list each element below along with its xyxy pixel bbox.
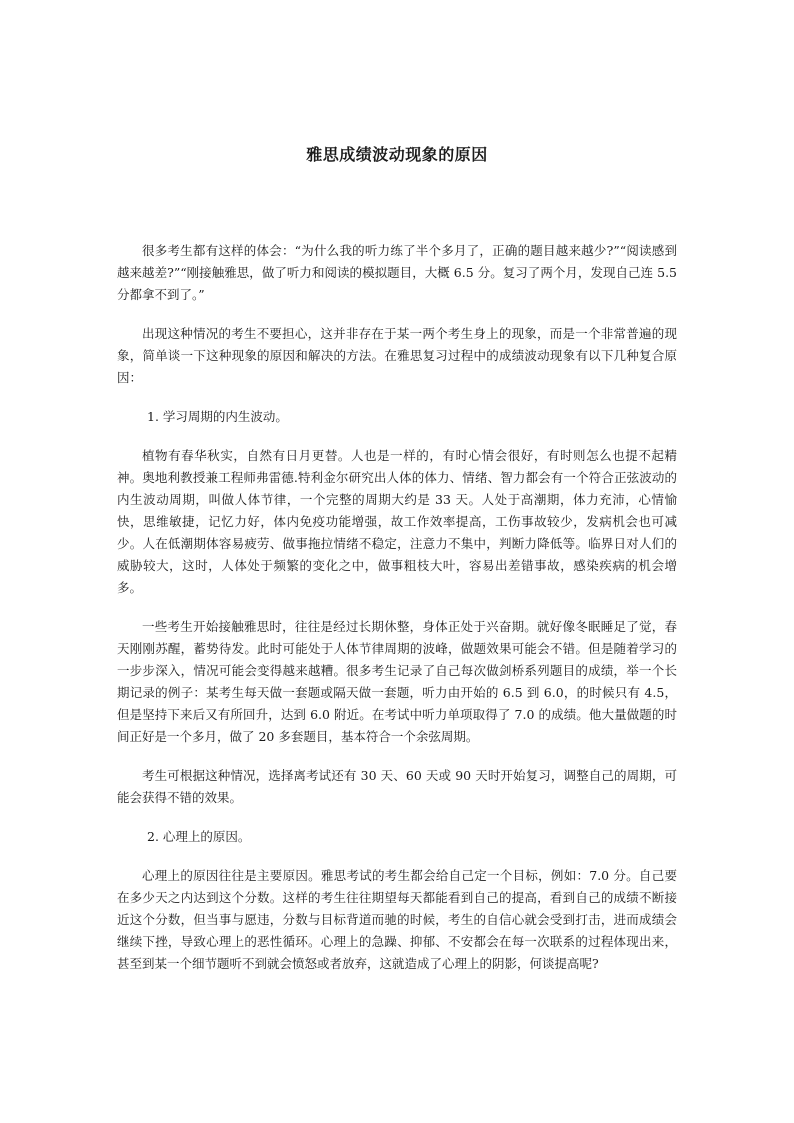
page-title: 雅思成绩波动现象的原因 — [306, 145, 488, 164]
section-heading-learning-cycle: 1. 学习周期的内生波动。 — [147, 409, 288, 424]
paragraph-biorhythm: 植物有春华秋实，自然有日月更替。人也是一样的，有时心情会很好，有时则怎么也提不起精神。奥地利教授兼工程师弗雷德.特利金尔研究出人体的体力、情绪、智力都会有一个符合正弦波动的内生波动周期，叫做人体节律，一个完整的周期大约是 33 天。人处于高潮期，体力充沛，心情愉快，思维敏捷，记忆力好，体内免疫功能增强，故工作效率提高，工伤事故较少，发病机会也可减少。人在低潮期体容易疲劳、做事拖拉情绪不稳定，注意力不集中，判断力降低等。临界日对人们的威胁较大，这时，人体处于频繁的变化之中，做事粗枝大叶，容易出差错事故，感染疾病的机会增多。 — [117, 448, 677, 595]
paragraph-intro-quotes: 很多考生都有这样的体会：“为什么我的听力练了半个多月了，正确的题目越来越少?”“阅读感到越来越差?”“刚接触雅思，做了听力和阅读的模拟题目，大概 6.5 分。复习了两个月，发现自己连 5.5 分都拿不到了。” — [117, 243, 677, 302]
paragraph-advice: 考生可根据这种情况，选择离考试还有 30 天、60 天或 90 天时开始复习，调整自己的周期，可能会获得不错的效果。 — [117, 768, 677, 805]
paragraph-overview: 出现这种情况的考生不要担心，这并非存在于某一两个考生身上的现象，而是一个非常普遍的现象，简单谈一下这种现象的原因和解决的方法。在雅思复习过程中的成绩波动现象有以下几种复合原因： — [117, 326, 677, 385]
paragraph-psychology: 心理上的原因往往是主要原因。雅思考试的考生都会给自己定一个目标，例如：7.0 分。自己要在多少天之内达到这个分数。这样的考生往往期望每天都能看到自己的提高，看到自己的成绩不断接近这个分数，但当事与愿违，分数与目标背道而驰的时候，考生的自信心就会受到打击，进而成绩会继续下挫，导致心理上的恶性循环。心理上的急躁、抑郁、不安都会在每一次联系的过程体现出来，甚至到某一个细节题听不到就会愤怒或者放弃，这就造成了心理上的阴影，何谈提高呢? — [117, 868, 677, 971]
section-heading-psychology: 2. 心理上的原因。 — [147, 829, 251, 844]
paragraph-example: 一些考生开始接触雅思时，往往是经过长期休整，身体正处于兴奋期。就好像冬眠睡足了觉，春天刚刚苏醒，蓄势待发。此时可能处于人体节律周期的波峰，做题效果可能会不错。但是随着学习的一步步深入，情况可能会变得越来越糟。很多考生记录了自己每次做剑桥系列题目的成绩，举一个长期记录的例子：某考生每天做一套题或隔天做一套题，听力由开始的 6.5 到 6.0，的时候只有 4.5，但是坚持下来后又有所回升，达到 6.0 附近。在考试中听力单项取得了 7.0 的成绩。他大量做题的时间正好是一个多月，做了 20 多套题目，基本符合一个余弦周期。 — [117, 619, 677, 744]
document-body — [117, 240, 677, 992]
